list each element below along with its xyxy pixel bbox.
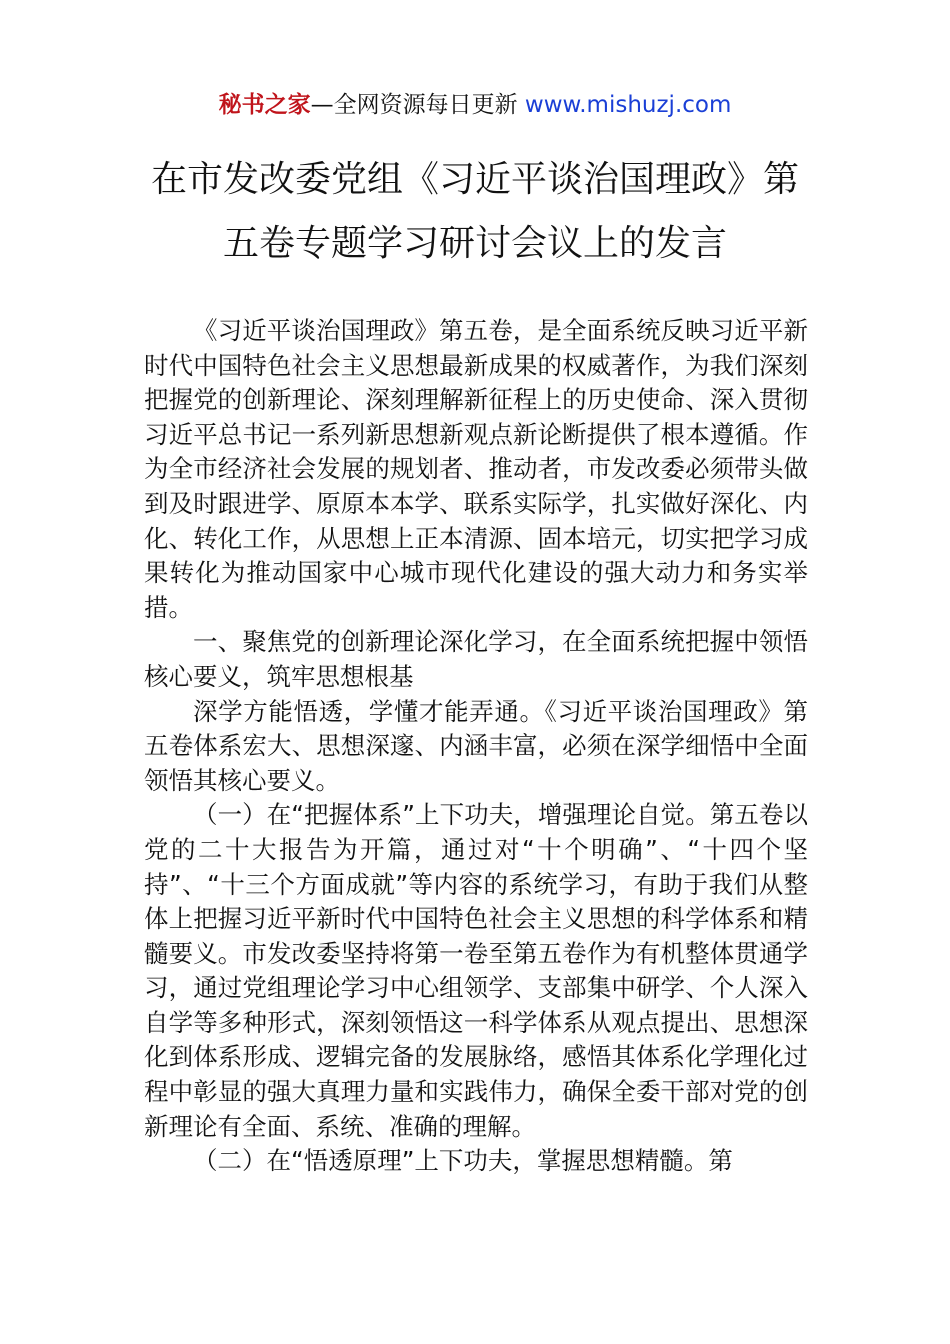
paragraph-subsection-2: （二）在“悟透原理”上下功夫，掌握思想精髓。第 [193,1146,733,1176]
site-url-link[interactable]: www.mishuzj.com [524,92,732,118]
title-line-2: 五卷专题学习研讨会议上的发言 [222,223,727,264]
paragraph-intro: 《习近平谈治国理政》第五卷，是全面系统反映习近平新时代中国特色社会主义思想最新成果的权威著作，为我们深刻把握党的创新理论、深刻理解新征程上的历史使命、深入贯彻习近平总书记一系列新思想新观点新论断提供了根本遵循。作为全市经济社会发展的规划者、推动者，市发改委必须带头做到及时跟进学、原原本本学、联系实际学，扎实做好深化、内化、转化工作，从思想上正本清源、固本培元，切实把学习成果转化为推动国家中心城市现代化建设的强大动力和务实举措。 [144,316,808,622]
banner-tagline: —全网资源每日更新 [310,92,518,118]
document-title [100,148,850,276]
site-banner [0,88,950,122]
paragraph-section-1-lead: 深学方能悟透，学懂才能弄通。《习近平谈治国理政》第五卷体系宏大、思想深邃、内涵丰富，必须在深学细悟中全面领悟其核心要义。 [144,696,808,795]
brand-name: 秘书之家 [218,92,311,118]
document-body [144,314,808,1179]
title-line-1: 在市发改委党组《习近平谈治国理政》第 [150,159,799,200]
section-heading-1: 一、聚焦党的创新理论深化学习，在全面系统把握中领悟核心要义，筑牢思想根基 [144,627,808,691]
paragraph-subsection-1: （一）在“把握体系”上下功夫，增强理论自觉。第五卷以党的二十大报告为开篇，通过对“十个明确”、“十四个坚持”、“十三个方面成就”等内容的系统学习，有助于我们从整体上把握习近平新时代中国特色社会主义思想的科学体系和精髓要义。市发改委坚持将第一卷至第五卷作为有机整体贯通学习，通过党组理论学习中心组领学、支部集中研学、个人深入自学等多种形式，深刻领悟这一科学体系从观点提出、思想深化到体系形成、逻辑完备的发展脉络，感悟其体系化学理化过程中彰显的强大真理力量和实践伟力，确保全委干部对党的创新理论有全面、系统、准确的理解。 [144,800,808,1141]
